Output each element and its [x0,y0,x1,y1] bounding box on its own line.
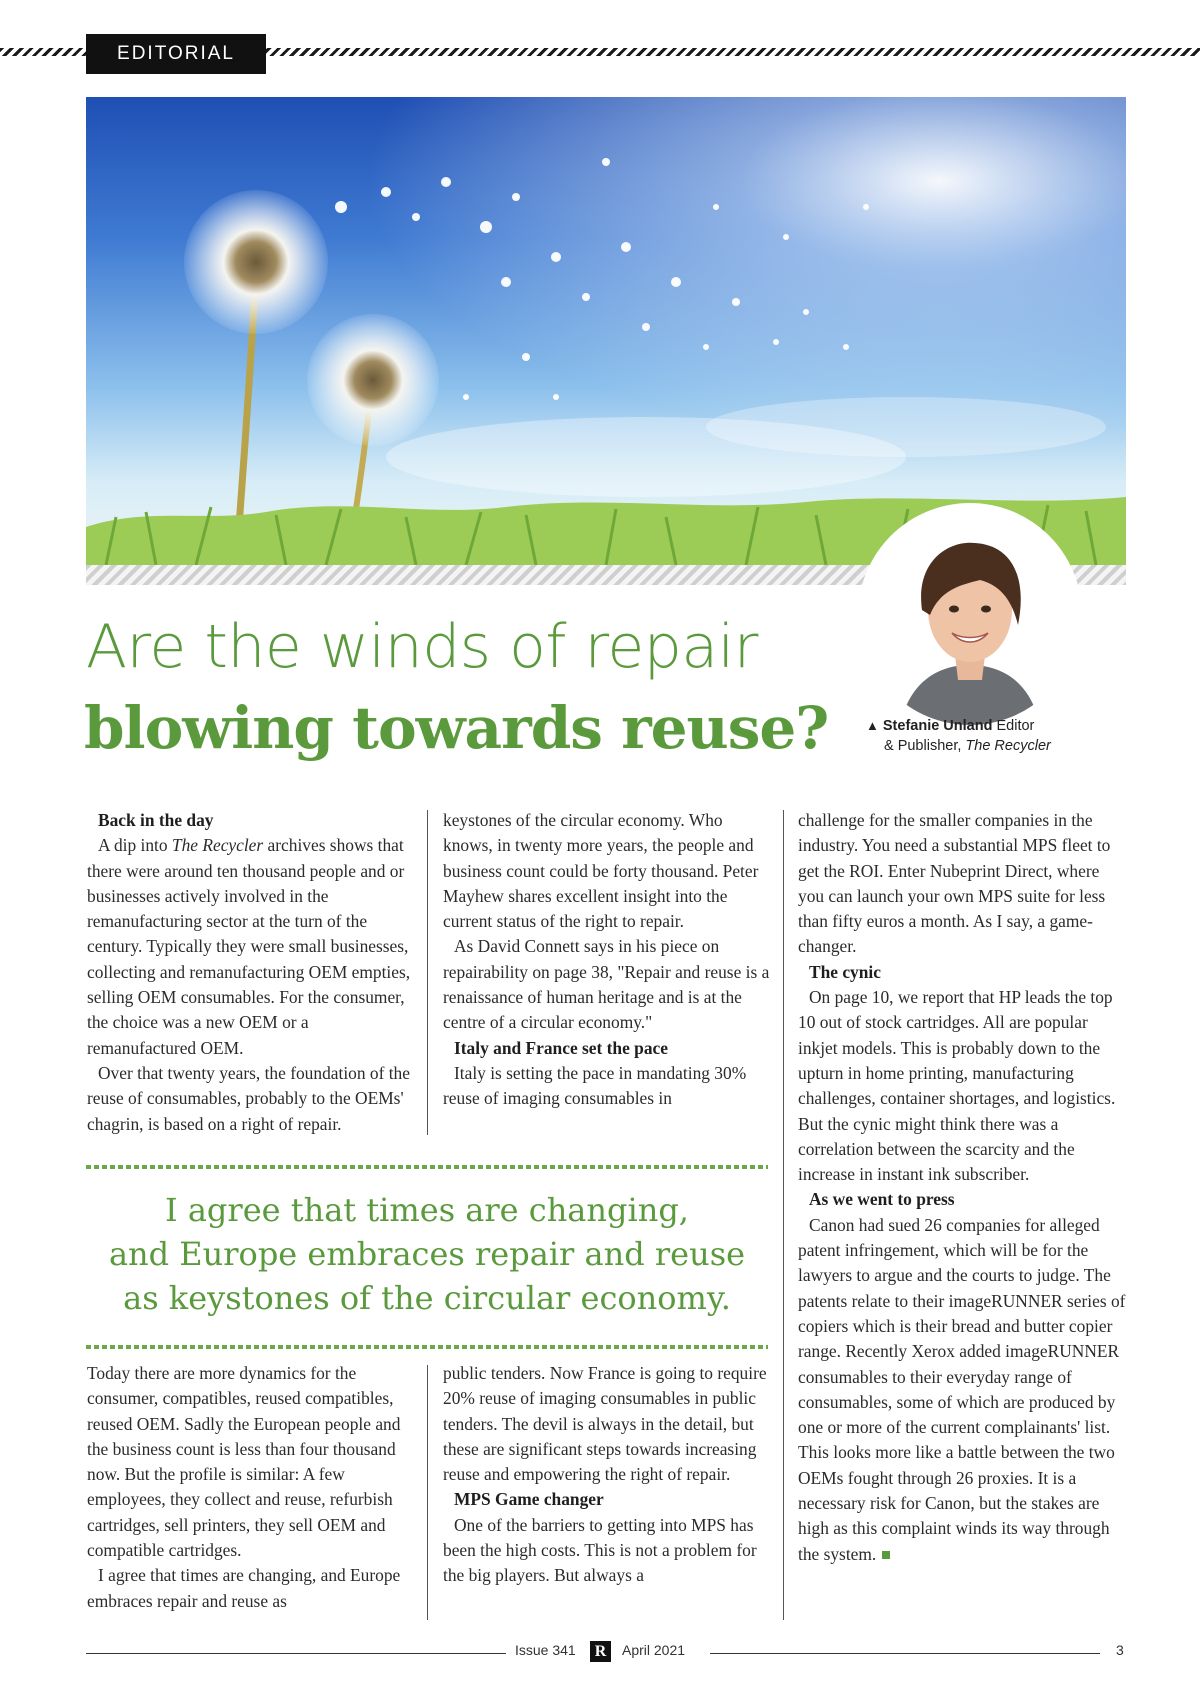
author-portrait [860,505,1080,725]
pull-quote [86,1188,768,1320]
column-2-top [443,808,773,1112]
portrait-illustration [860,505,1080,725]
issue-number: Issue 341 [515,1642,576,1658]
paragraph-final [798,1213,1128,1567]
column-divider [427,1365,428,1620]
pullquote-line: and Europe embraces repair and reuse [108,1235,746,1273]
triangle-pointer-icon: ▲ [866,718,879,733]
subheading-back-in-the-day: Back in the day [98,810,214,830]
section-label: EDITORIAL [86,34,266,74]
paragraph: Over that twenty years, the foundation of the reuse of consumables, probably to the OEMs' chagrin, is based on a right of repair. [87,1062,410,1134]
issue-date: April 2021 [622,1642,686,1658]
column-3 [798,808,1128,1567]
paragraph-lead: A dip into [98,835,172,856]
dandelion-illustration [86,97,1126,565]
headline-line-1: Are the winds of repair [86,612,758,682]
paragraph [87,833,417,1061]
footer-rule-right [710,1653,1100,1654]
pullquote-line: I agree that times are changing, [165,1191,689,1229]
paragraph: On page 10, we report that HP leads the top 10 out of stock cartridges. All are popular inkjet models. This is probably down to the upturn in home printing, manufacturing challenges, container shortages, and logistics. But the cynic might think there was a correlation between the scarcity and the increase in instant ink subscriber. [798,987,1116,1185]
hero-image [86,97,1126,565]
column-1-bottom [87,1361,417,1614]
column-divider [427,810,428,1135]
author-role: Editor [996,718,1035,734]
page-number: 3 [1116,1642,1124,1658]
subheading-mps-game-changer: MPS Game changer [454,1489,604,1510]
headline-line-2: blowing towards reuse? [84,694,829,762]
paragraph: As David Connett says in his piece on repairability on page 38, "Repair and reuse is a renaissance of human heritage and is at the centre of a circular economy." [443,936,770,1033]
subheading-the-cynic: The cynic [809,961,881,982]
pullquote-bottom-rule [86,1345,768,1349]
end-of-article-square-icon [882,1551,890,1559]
paragraph: keystones of the circular economy. Who knows, in twenty more years, the people and business count could be forty thousand. Peter Mayhew shares excellent insight into the current status of the right to repair. [443,810,759,932]
paragraph: I agree that times are changing, and Europe embraces repair and reuse as [87,1565,401,1611]
pullquote-top-rule [86,1165,768,1169]
paragraph: challenge for the smaller companies in the industry. You need a substantial MPS fleet to get the ROI. Enter Nubeprint Direct, where you can launch your own MPS suite for less than fifty euros a month. As I say, a game-changer. [798,810,1111,957]
subheading-italy-france: Italy and France set the pace [454,1037,668,1058]
column-divider [783,810,784,1620]
paragraph: One of the barriers to getting into MPS has been the high costs. This is not a problem for the big players. But always a [443,1514,757,1586]
paragraph: Today there are more dynamics for the consumer, compatibles, reused compatibles, reused OEM. Sadly the European people and the business count is less than four thousand now. But the profile is similar: A few employees, they collect and reuse, refurbish cartridges, sell printers, they sell OEM and compatible cartridges. [87,1363,401,1561]
author-name: Stefanie Unland [882,718,993,734]
author-role-continued: & Publisher, [884,738,962,754]
recycler-logo: R [590,1641,611,1662]
paragraph: public tenders. Now France is going to require 20% reuse of imaging consumables in public tenders. The devil is always in the detail, but these are significant steps towards increasing reuse and empowering the right of repair. [443,1363,767,1485]
paragraph-text: archives shows that there were around ten thousand people and or businesses actively involved in the remanufacturing sector at the turn of the century. Typically they were small businesses, collecting and remanufacturing OEM empties, selling OEM consumables. For the consumer, the choice was a new OEM or a remanufactured OEM. [87,835,411,1058]
footer-rule-left [86,1653,506,1654]
paragraph: Italy is setting the pace in mandating 30% reuse of imaging consumables in [443,1062,747,1109]
column-2-bottom [443,1361,773,1589]
column-1-top [87,808,417,1137]
portrait-caption [866,716,1126,756]
publication-reference: The Recycler [171,835,264,856]
pullquote-line: as keystones of the circular economy. [123,1279,731,1317]
paragraph-text: Canon had sued 26 companies for alleged patent infringement, which will be for the lawyers to argue and the courts to judge. The patents relate to their imageRUNNER series of copiers which is their bread and butter copier range. Recently Xerox added imageRUNNER consumables to their everyday range of consumables, some of which are produced by one or more of the current complainants' list. This looks more like a battle between the two OEMs fought through 26 proxies. It is a necessary risk for Canon, but the stakes are high as this complaint winds its way through the system. [798,1214,1126,1564]
subheading-as-we-went-to-press: As we went to press [809,1189,955,1210]
publication-name: The Recycler [965,738,1051,754]
